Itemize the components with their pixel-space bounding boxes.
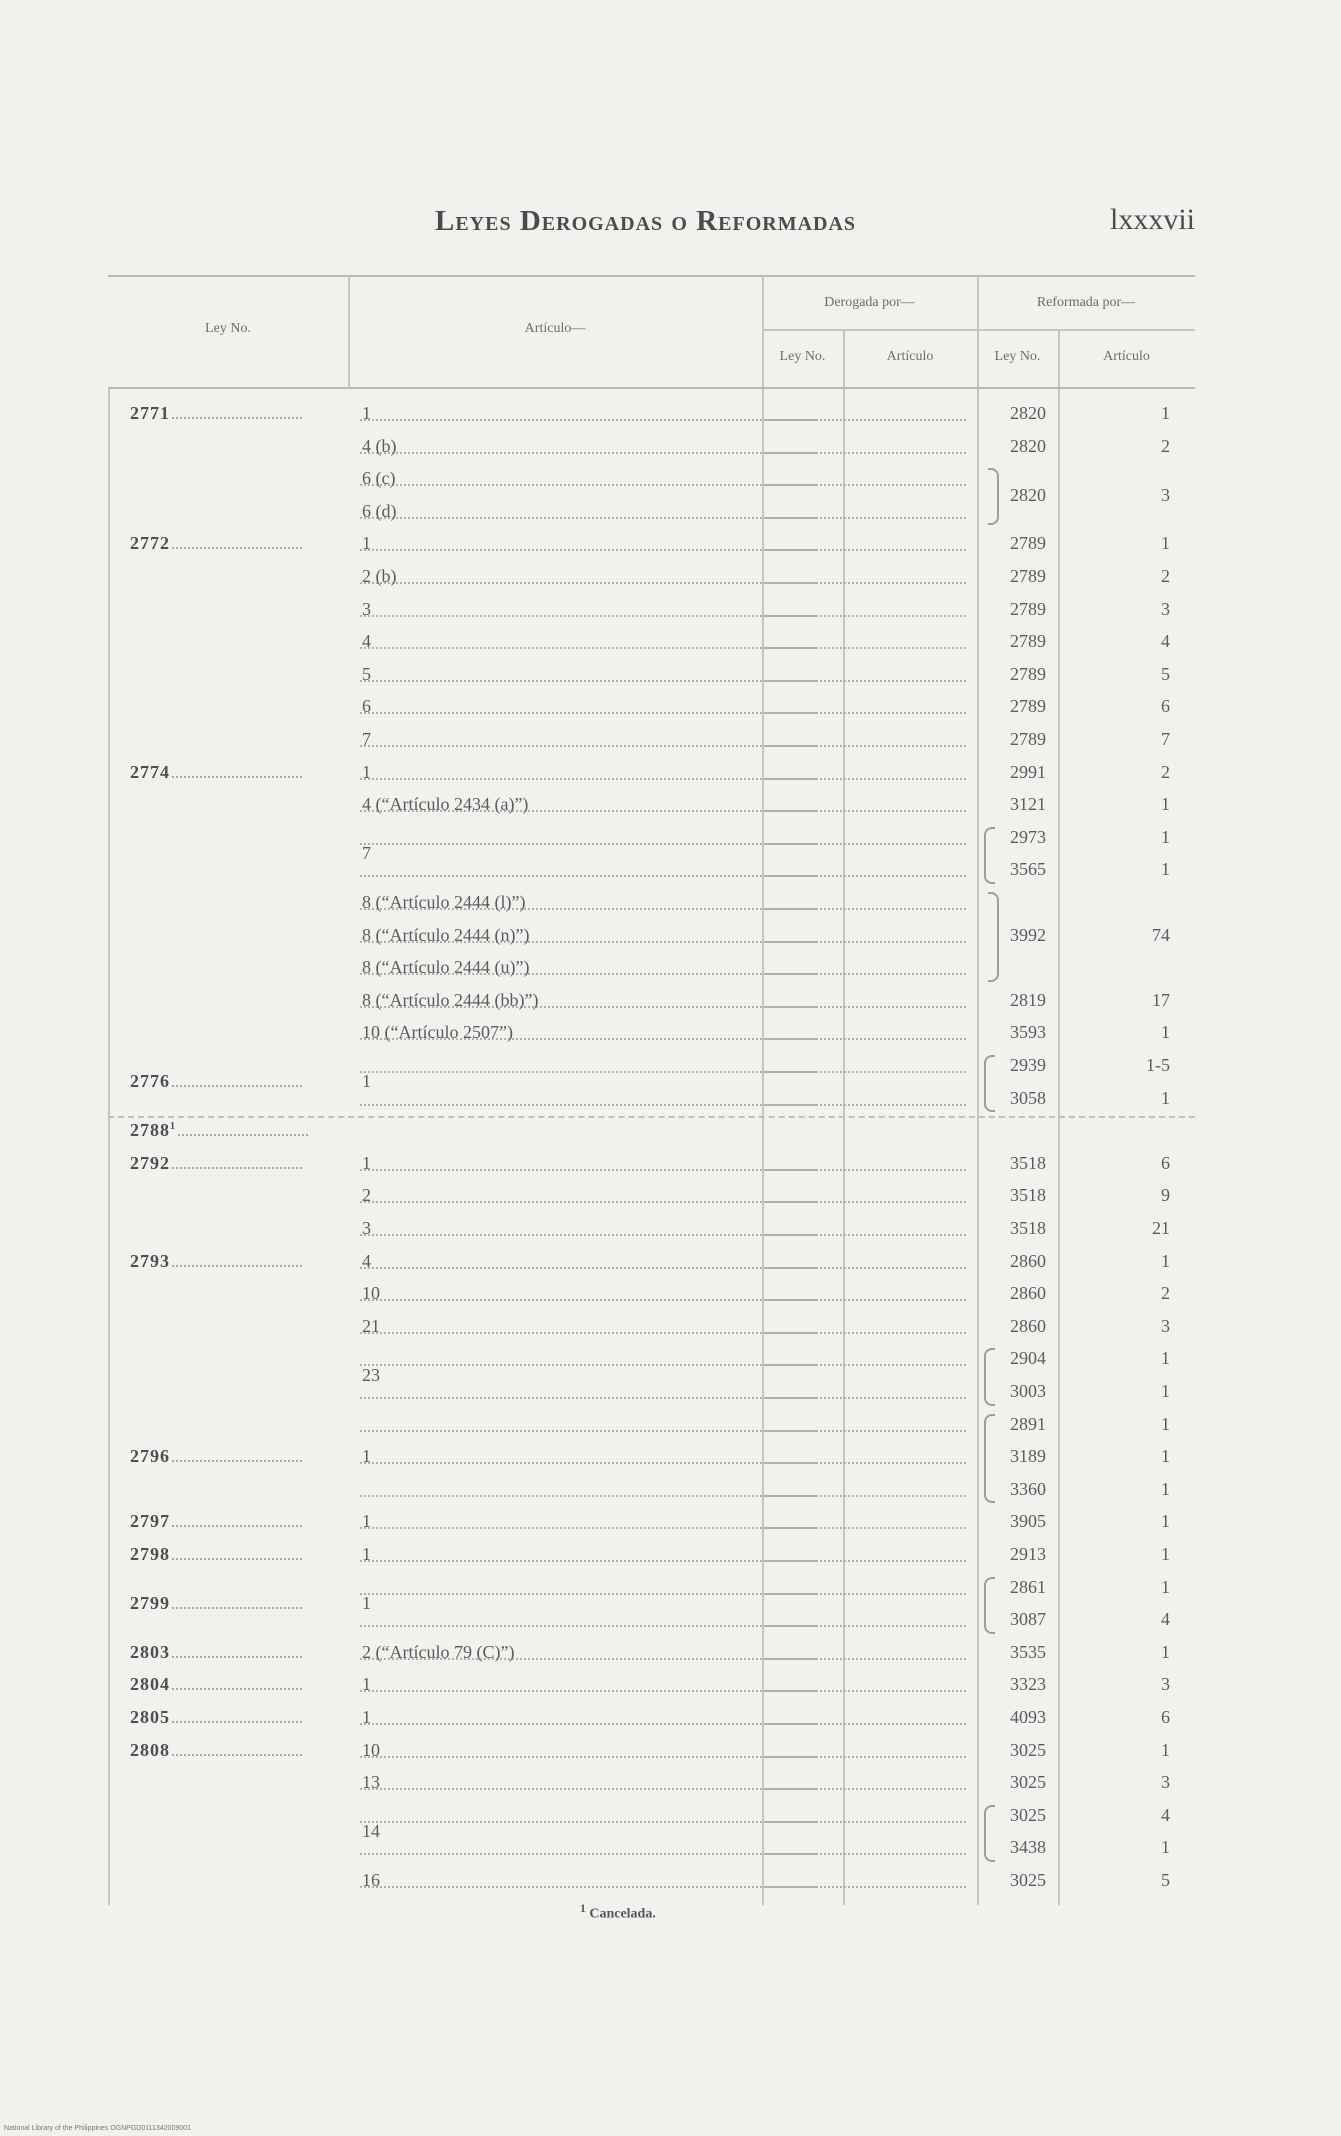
reformada-articulo-cell: 2 [1161, 761, 1170, 782]
group-brace [984, 1577, 995, 1634]
ley-number: 2771 [130, 403, 302, 424]
leader-dots [848, 1169, 966, 1171]
spanning-row [108, 837, 1195, 869]
leader-dots [848, 582, 966, 584]
leader-dots [766, 1430, 816, 1432]
reformada-ley-cell: 3438 [1010, 1837, 1046, 1858]
reformada-ley-cell: 2891 [1010, 1413, 1046, 1434]
leader-dots [848, 1201, 966, 1203]
reformada-ley-cell: 3121 [1010, 794, 1046, 815]
articulo-cell: 4 [362, 631, 371, 652]
reformada-articulo-cell: 1 [1161, 826, 1170, 847]
leader-dots [848, 1299, 966, 1301]
leader-dots [766, 1038, 816, 1040]
reformada-ley-cell: 2973 [1010, 826, 1046, 847]
table-row [108, 1310, 1195, 1342]
laws-table [108, 275, 1195, 1907]
ley-number: 2793 [130, 1251, 302, 1272]
leader-dots [848, 810, 966, 812]
reformada-ley-cell: 2904 [1010, 1348, 1046, 1369]
leader-dots [848, 1625, 966, 1627]
reformada-articulo-cell: 7 [1161, 729, 1170, 749]
table-row [108, 1277, 1195, 1309]
reformada-articulo-cell: 1 [1161, 1413, 1170, 1434]
header-reformada-ley: Ley No. [994, 349, 1041, 364]
reformada-articulo-cell: 1 [1161, 1022, 1170, 1043]
leader-dots [766, 1560, 816, 1562]
articulo-cell: 1 [362, 1446, 371, 1467]
reformada-ley-cell: 3025 [1010, 1870, 1046, 1890]
reformada-ley-cell: 2820 [1010, 403, 1046, 423]
table-row [108, 788, 1195, 820]
group-brace [984, 1805, 995, 1862]
reformada-ley-cell: 2939 [1010, 1055, 1046, 1075]
leader-dots [848, 1658, 966, 1660]
table-row [108, 1538, 1195, 1570]
reformada-ley-cell: 2820 [1010, 435, 1046, 456]
articulo-cell: 2 (b) [362, 566, 397, 586]
reformada-ley-cell: 2861 [1010, 1576, 1046, 1597]
leader-dots [766, 452, 816, 454]
header-articulo: Artículo— [524, 321, 586, 336]
leader-dots [766, 1299, 816, 1301]
ley-number: 2772 [130, 533, 302, 554]
table-row [108, 527, 1195, 559]
leader-dots [848, 973, 966, 975]
table-row [108, 1212, 1195, 1244]
table-row [108, 1016, 1195, 1048]
reformada-ley-cell: 3535 [1010, 1641, 1046, 1662]
articulo-cell: 10 [362, 1739, 380, 1760]
reformada-articulo-cell: 3 [1161, 1674, 1170, 1695]
leader-dots [848, 712, 966, 714]
leader-dots [848, 549, 966, 551]
table-row [108, 625, 1195, 657]
reformada-articulo-cell: 9 [1161, 1185, 1170, 1206]
table-row [108, 1408, 1195, 1440]
leader-dots [848, 1756, 966, 1758]
group-brace [984, 1414, 995, 1504]
spanning-row [108, 1587, 1195, 1619]
articulo-cell: 8 (“Artículo 2444 (l)”) [362, 892, 526, 912]
table-row [108, 1179, 1195, 1211]
page-title: Leyes Derogadas o Reformadas [435, 205, 857, 237]
leader-dots [766, 1104, 816, 1106]
table-row [108, 397, 1195, 429]
reformada-articulo-cell: 1 [1161, 533, 1170, 554]
table-row [108, 951, 1195, 983]
reformada-ley-cell: 2991 [1010, 761, 1046, 782]
articulo-cell: 1 [362, 1071, 371, 1092]
header-derogada-por: Derogada por— [824, 295, 915, 310]
leader-dots [766, 582, 816, 584]
leader-dots [848, 778, 966, 780]
articulo-cell: 8 (“Artículo 2444 (u)”) [362, 957, 530, 978]
leader-dots [848, 875, 966, 877]
reformada-ley-cell: 3025 [1010, 1772, 1046, 1793]
leader-dots [848, 1332, 966, 1334]
articulo-cell: 14 [362, 1821, 380, 1842]
reformada-articulo-cell: 1 [1161, 1250, 1170, 1271]
reformada-ley-cell: 3360 [1010, 1478, 1046, 1499]
leader-dots [766, 810, 816, 812]
spanning-row [108, 1359, 1195, 1391]
leader-dots [848, 1886, 966, 1888]
leader-dots [766, 1723, 816, 1725]
reformada-articulo-cell: 3 [1161, 484, 1170, 505]
leader-dots [766, 712, 816, 714]
leader-dots [848, 647, 966, 649]
ley-number: 2798 [130, 1544, 302, 1565]
leader-dots [848, 1397, 966, 1399]
reformada-articulo-cell: 1 [1161, 1087, 1170, 1108]
articulo-cell: 3 [362, 598, 371, 619]
reformada-ley-cell: 3992 [1010, 924, 1046, 945]
header-reformada-articulo: Artículo [1103, 349, 1150, 364]
leader-dots [848, 908, 966, 910]
reformada-articulo-cell: 6 [1161, 696, 1170, 717]
leader-dots [848, 419, 966, 421]
reformada-ley-cell: 3565 [1010, 859, 1046, 880]
reformada-ley-cell: 2789 [1010, 631, 1046, 652]
reformada-articulo-cell: 2 [1161, 435, 1170, 456]
ley-number: 2776 [130, 1071, 302, 1092]
table-row [108, 1734, 1195, 1766]
ley-number: 2774 [130, 762, 302, 783]
leader-dots [766, 973, 816, 975]
articulo-cell: 1 [362, 1707, 371, 1727]
reformada-ley-cell: 3905 [1010, 1511, 1046, 1532]
leader-dots [766, 680, 816, 682]
articulo-cell: 6 [362, 696, 371, 717]
leader-dots [766, 875, 816, 877]
articulo-cell: 2 (“Artículo 79 (C)”) [362, 1641, 515, 1662]
leader-dots [848, 615, 966, 617]
reformada-articulo-cell: 17 [1152, 989, 1170, 1010]
leader-dots [848, 1104, 966, 1106]
leader-dots [848, 1006, 966, 1008]
table-row [108, 1864, 1195, 1896]
reformada-articulo-cell: 2 [1161, 566, 1170, 586]
leader-dots [766, 1853, 816, 1855]
table-row [108, 1766, 1195, 1798]
page-number: lxxxvii [1109, 203, 1195, 236]
leader-dots [766, 1397, 816, 1399]
reformada-ley-cell: 3518 [1010, 1152, 1046, 1173]
reformada-ley-cell: 3025 [1010, 1739, 1046, 1760]
leader-dots [848, 1495, 966, 1497]
articulo-cell: 23 [362, 1364, 380, 1385]
leader-dots [766, 1169, 816, 1171]
leader-dots [766, 745, 816, 747]
leader-dots [766, 1788, 816, 1790]
ley-number: 2796 [130, 1446, 302, 1467]
table-row [108, 430, 1195, 462]
articulo-cell: 8 (“Artículo 2444 (bb)”) [362, 989, 539, 1010]
reformada-ley-cell: 3058 [1010, 1087, 1046, 1108]
leader-dots [848, 680, 966, 682]
ley-number: 2805 [130, 1707, 302, 1728]
reformada-ley-cell: 2860 [1010, 1283, 1046, 1304]
reformada-articulo-cell: 74 [1152, 924, 1170, 945]
reformada-articulo-cell: 1 [1161, 403, 1170, 423]
reformada-ley-cell: 2789 [1010, 598, 1046, 619]
reformada-ley-cell: 2789 [1010, 696, 1046, 717]
leader-dots [848, 1723, 966, 1725]
reformada-articulo-cell: 4 [1161, 631, 1170, 652]
articulo-cell: 4 (“Artículo 2434 (a)”) [362, 794, 529, 815]
reformada-ley-cell: 3593 [1010, 1022, 1046, 1043]
reformada-ley-cell: 2860 [1010, 1250, 1046, 1271]
table-row [108, 1147, 1195, 1179]
articulo-cell: 16 [362, 1870, 380, 1890]
spanning-row [108, 919, 1195, 951]
reformada-articulo-cell: 1 [1161, 1381, 1170, 1401]
ley-number: 2808 [130, 1740, 302, 1761]
leader-dots [766, 517, 816, 519]
articulo-cell: 1 [362, 533, 371, 554]
header-derogada-ley: Ley No. [779, 349, 826, 364]
leader-dots [848, 745, 966, 747]
reformada-articulo-cell: 1 [1161, 1544, 1170, 1564]
leader-dots [848, 1527, 966, 1529]
table-row [108, 886, 1195, 918]
leader-dots [848, 517, 966, 519]
articulo-cell: 1 [362, 1674, 371, 1695]
reformada-ley-cell: 3087 [1010, 1609, 1046, 1630]
reformada-articulo-cell: 6 [1161, 1707, 1170, 1727]
spanning-row [108, 479, 1195, 511]
articulo-cell: 6 (d) [362, 500, 397, 521]
reformada-articulo-cell: 4 [1161, 1609, 1170, 1630]
leader-dots [766, 1625, 816, 1627]
reformada-articulo-cell: 6 [1161, 1152, 1170, 1173]
leader-dots [848, 1560, 966, 1562]
reformada-articulo-cell: 3 [1161, 1772, 1170, 1793]
leader-dots [766, 1658, 816, 1660]
table-row [108, 756, 1195, 788]
reformada-articulo-cell: 5 [1161, 1870, 1170, 1890]
leader-dots [766, 908, 816, 910]
group-brace [984, 827, 995, 884]
leader-dots [848, 1853, 966, 1855]
articulo-cell: 1 [362, 761, 371, 782]
reformada-ley-cell: 2819 [1010, 989, 1046, 1010]
articulo-cell: 1 [362, 403, 371, 423]
footnote: $^1$ Cancelada. [580, 1902, 656, 1922]
reformada-ley-cell: 3189 [1010, 1446, 1046, 1467]
articulo-cell: 7 [362, 843, 371, 864]
footnote-marker: 1 [170, 1121, 176, 1133]
leader-dots [766, 1267, 816, 1269]
leader-dots [766, 615, 816, 617]
leader-dots [766, 1886, 816, 1888]
table-row [108, 1701, 1195, 1733]
reformada-ley-cell: 2789 [1010, 566, 1046, 586]
table-row [108, 723, 1195, 755]
reformada-ley-cell: 2913 [1010, 1544, 1046, 1564]
reformada-ley-cell: 4093 [1010, 1707, 1046, 1727]
leader-dots [766, 1234, 816, 1236]
table-row [108, 658, 1195, 690]
reformada-articulo-cell: 3 [1161, 1315, 1170, 1336]
reformada-articulo-cell: 1 [1161, 1478, 1170, 1499]
articulo-cell: 8 (“Artículo 2444 (n)”) [362, 924, 530, 945]
articulo-cell: 4 [362, 1250, 371, 1271]
table-body [108, 389, 1195, 1907]
reformada-articulo-cell: 1 [1161, 1446, 1170, 1467]
articulo-cell: 21 [362, 1315, 380, 1336]
articulo-cell: 5 [362, 663, 371, 684]
articulo-cell: 10 [362, 1283, 380, 1304]
reformada-ley-cell: 2789 [1010, 729, 1046, 749]
articulo-cell: 3 [362, 1218, 371, 1238]
articulo-cell: 2 [362, 1185, 371, 1206]
leader-dots [848, 1234, 966, 1236]
reformada-articulo-cell: 5 [1161, 663, 1170, 684]
group-brace [988, 892, 999, 982]
reformada-ley-cell: 3025 [1010, 1804, 1046, 1825]
reformada-articulo-cell: 4 [1161, 1804, 1170, 1825]
reformada-ley-cell: 2789 [1010, 533, 1046, 554]
reformada-articulo-cell: 1 [1161, 1837, 1170, 1858]
leader-dots [766, 549, 816, 551]
group-brace [984, 1348, 995, 1405]
ley-number: 2804 [130, 1674, 302, 1695]
reformada-ley-cell: 3323 [1010, 1674, 1046, 1695]
table-row [108, 560, 1195, 592]
spanning-row [108, 1440, 1195, 1472]
leader-dots [848, 1430, 966, 1432]
leader-dots [848, 1038, 966, 1040]
table-row [108, 1473, 1195, 1505]
leader-dots [848, 1788, 966, 1790]
group-brace [988, 468, 999, 525]
leader-dots [766, 1201, 816, 1203]
group-brace [984, 1055, 995, 1112]
spanning-row [108, 1114, 1195, 1146]
scan-note: National Library of the Philippines OGNPGD0111342009001 [4, 2125, 191, 2132]
articulo-cell: 1 [362, 1152, 371, 1173]
reformada-ley-cell: 3003 [1010, 1381, 1046, 1401]
leader-dots [766, 1690, 816, 1692]
reformada-ley-cell: 3518 [1010, 1185, 1046, 1206]
spanning-row [108, 1065, 1195, 1097]
header-reformada-por: Reformada por— [1036, 295, 1136, 310]
table-row [108, 1245, 1195, 1277]
articulo-cell: 1 [362, 1592, 371, 1613]
reformada-articulo-cell: 2 [1161, 1283, 1170, 1304]
reformada-ley-cell: 3518 [1010, 1218, 1046, 1238]
leader-dots [848, 1267, 966, 1269]
reformada-ley-cell: 2820 [1010, 484, 1046, 505]
reformada-articulo-cell: 21 [1152, 1218, 1170, 1238]
leader-dots [766, 1006, 816, 1008]
articulo-cell: 4 (b) [362, 435, 397, 456]
table-row [108, 690, 1195, 722]
table-row [108, 1668, 1195, 1700]
table-row [108, 1636, 1195, 1668]
header-ley-no: Ley No. [205, 321, 251, 336]
reformada-articulo-cell: 1 [1161, 1739, 1170, 1760]
reformada-articulo-cell: 1 [1161, 1348, 1170, 1369]
leader-dots [766, 1332, 816, 1334]
ley-number: 2797 [130, 1511, 302, 1532]
reformada-ley-cell: 2860 [1010, 1315, 1046, 1336]
table-header [108, 275, 1195, 389]
leader-dots [766, 419, 816, 421]
leader-dots [848, 1690, 966, 1692]
leader-dots [766, 778, 816, 780]
reformada-articulo-cell: 1 [1161, 1576, 1170, 1597]
table-row [108, 593, 1195, 625]
articulo-cell: 10 (“Artículo 2507”) [362, 1022, 513, 1043]
spanning-row [108, 1815, 1195, 1847]
leader-dots [848, 452, 966, 454]
articulo-cell: 1 [362, 1544, 371, 1564]
articulo-cell: 7 [362, 729, 371, 749]
reformada-ley-cell: 2789 [1010, 663, 1046, 684]
ley-number: 2788$^1$ [130, 1120, 308, 1141]
table-row [108, 984, 1195, 1016]
reformada-articulo-cell: 1-5 [1146, 1055, 1170, 1075]
articulo-cell: 6 (c) [362, 468, 396, 489]
reformada-articulo-cell: 1 [1161, 794, 1170, 815]
leader-dots [766, 1527, 816, 1529]
leader-dots [766, 647, 816, 649]
reformada-articulo-cell: 1 [1161, 1641, 1170, 1662]
articulo-cell: 13 [362, 1772, 380, 1793]
ley-number: 2803 [130, 1642, 302, 1663]
ley-number: 2792 [130, 1153, 302, 1174]
leader-dots [766, 1495, 816, 1497]
table-row [108, 1505, 1195, 1537]
section-divider [108, 1116, 1195, 1118]
ley-number: 2799 [130, 1593, 302, 1614]
reformada-articulo-cell: 3 [1161, 598, 1170, 619]
articulo-cell: 1 [362, 1511, 371, 1532]
reformada-articulo-cell: 1 [1161, 859, 1170, 880]
header-derogada-articulo: Artículo [886, 349, 934, 364]
leader-dots [766, 1756, 816, 1758]
reformada-articulo-cell: 1 [1161, 1511, 1170, 1532]
